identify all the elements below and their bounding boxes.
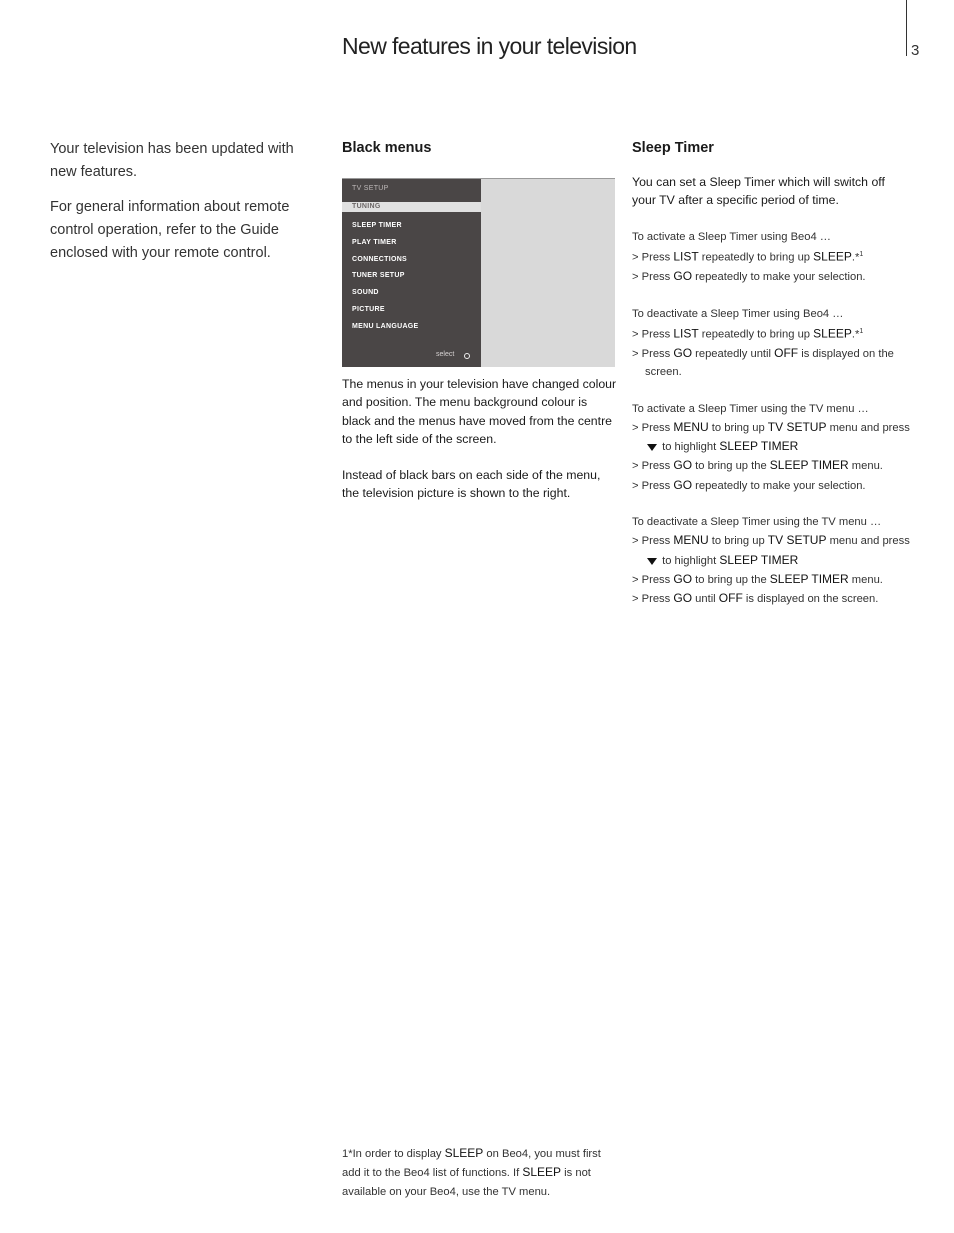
black-menus-heading: Black menus — [342, 140, 432, 156]
menu-header: TV SETUP — [352, 185, 389, 192]
menu-list — [342, 202, 481, 336]
tv-menu-illustration — [342, 178, 615, 367]
sleep-timer-heading: Sleep Timer — [632, 140, 714, 156]
menu-select-hint: select — [436, 351, 455, 358]
menu-item-connections: CONNECTIONS — [352, 255, 408, 263]
instruction-step: > Press GO repeatedly to make your selection. — [632, 477, 866, 492]
instruction-lead: To deactivate a Sleep Timer using the TV menu … — [632, 516, 882, 529]
menu-item-sleep-timer: SLEEP TIMER — [352, 222, 402, 229]
instruction-step: > Press LIST repeatedly to bring up SLEEP.*$^1$ — [632, 326, 864, 341]
instruction-step: > Press MENU to bring up TV SETUP menu and press to highlight SLEEP TIMER — [632, 533, 910, 567]
intro-paragraph: For general information about remote control operation, refer to the Guide enclosed with your remote control. — [50, 199, 290, 261]
instruction-lead: To activate a Sleep Timer using the TV menu … — [632, 402, 869, 415]
menu-item-picture: PICTURE — [352, 305, 385, 313]
footnote-text: 1*In order to display SLEEP on Beo4, you must first add it to the Beo4 list of functions. If SLEEP is not available on your Beo4, use the TV menu. — [342, 1146, 601, 1198]
sleep-timer-instructions — [632, 228, 912, 627]
instruction-block-deactivate-tv — [632, 513, 912, 608]
intro-section — [50, 138, 312, 277]
instruction-block-activate-beo4 — [632, 228, 912, 287]
instruction-step: > Press GO repeatedly to make your selection. — [632, 269, 866, 284]
select-dot-icon — [464, 353, 470, 359]
page-number: 3 — [911, 42, 920, 59]
down-arrow-icon — [647, 558, 657, 565]
instruction-step: > Press LIST repeatedly to bring up SLEEP.*$^1$ — [632, 250, 864, 265]
black-menus-paragraph: The menus in your television have changed colour and position. The menu background colour is black and the menus have moved from the centre to the left side of the screen. — [342, 377, 617, 446]
menu-item-tuner-setup: TUNER SETUP — [352, 272, 405, 280]
down-arrow-icon — [647, 444, 657, 451]
instruction-step: > Press GO repeatedly until OFF is displayed on the screen. — [632, 345, 894, 379]
menu-panel — [342, 179, 481, 367]
menu-item-sound: SOUND — [352, 289, 379, 297]
instruction-step: > Press GO to bring up the SLEEP TIMER menu. — [632, 458, 883, 473]
instruction-step: > Press GO until OFF is displayed on the screen. — [632, 591, 879, 606]
menu-item-menu-language: MENU LANGUAGE — [352, 322, 419, 330]
instruction-lead: To deactivate a Sleep Timer using Beo4 … — [632, 307, 844, 320]
sleep-timer-intro: You can set a Sleep Timer which will switch off your TV after a specific period of time. — [632, 175, 885, 208]
footnote — [342, 1144, 620, 1201]
menu-item-tuning: TUNING — [342, 202, 481, 212]
page-title: New features in your television — [342, 33, 637, 59]
instruction-block-deactivate-beo4 — [632, 305, 912, 382]
instruction-lead: To activate a Sleep Timer using Beo4 … — [632, 231, 831, 243]
black-menus-body — [342, 375, 617, 521]
instruction-step: > Press MENU to bring up TV SETUP menu and press to highlight SLEEP TIMER — [632, 419, 910, 454]
instruction-block-activate-tv — [632, 400, 912, 495]
instruction-step: > Press GO to bring up the SLEEP TIMER menu. — [632, 571, 883, 586]
intro-paragraph: Your television has been updated with new features. — [50, 141, 294, 180]
page-divider — [906, 0, 907, 56]
black-menus-paragraph: Instead of black bars on each side of the menu, the television picture is shown to the right. — [342, 468, 601, 501]
menu-item-play-timer: PLAY TIMER — [352, 238, 397, 246]
